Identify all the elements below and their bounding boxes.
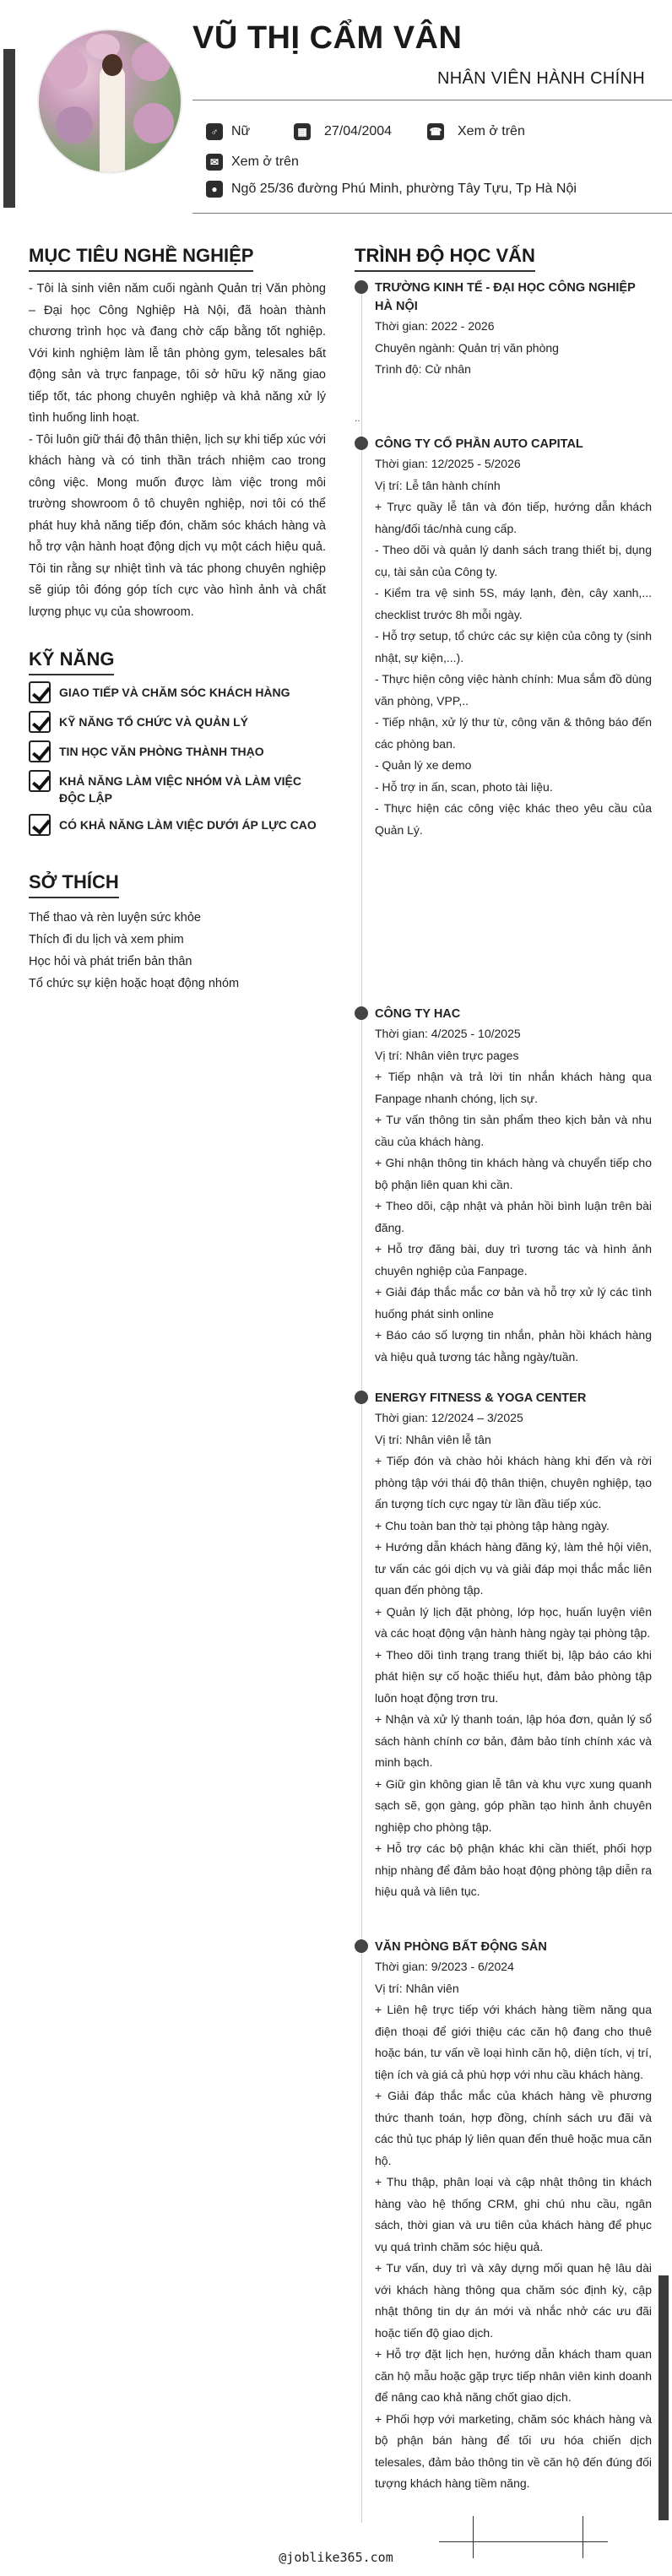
calendar-icon: ▦ bbox=[294, 123, 311, 140]
objective-section bbox=[29, 279, 326, 623]
objective-title: MỤC TIÊU NGHỀ NGHIỆP bbox=[29, 245, 253, 272]
address-info bbox=[206, 181, 577, 198]
company-name: CÔNG TY CỔ PHẦN AUTO CAPITAL bbox=[375, 437, 583, 451]
experience-bullet: + Tư vấn thông tin sản phẩm theo kịch bản và nhu cầu của khách hàng. bbox=[375, 1113, 652, 1148]
decorative-left-bar bbox=[3, 49, 15, 208]
experience-bullet: + Tiếp nhận và trả lời tin nhắn khách hàng qua Fanpage nhanh chóng, lịch sự. bbox=[375, 1070, 652, 1105]
experience-position: Vị trí: Nhân viên lễ tân bbox=[375, 1432, 491, 1446]
hobby-item: Học hỏi và phát triển bản thân bbox=[29, 955, 192, 968]
experience-time: Thời gian: 4/2025 - 10/2025 bbox=[375, 1027, 521, 1040]
decorative-right-bar bbox=[658, 2275, 669, 2520]
experience-bullet: + Hỗ trợ đăng bài, duy trì tương tác và hình ảnh chuyên nghiệp của Fanpage. bbox=[375, 1242, 652, 1277]
experience-bullet: + Hỗ trợ các bộ phận khác khi cần thiết, phối hợp nhịp nhàng để đảm bảo hoạt động phòng tập diễn ra hiệu quả và liên tục. bbox=[375, 1841, 652, 1898]
experience-bullet: + Giữ gìn không gian lễ tân và khu vực xung quanh sạch sẽ, gọn gàng, góp phần tạo hình ảnh chuyên nghiệp cho phòng tập. bbox=[375, 1776, 652, 1834]
birthday-value: 27/04/2004 bbox=[324, 124, 393, 138]
timeline-dot bbox=[355, 280, 368, 294]
experience-bullet: + Trực quầy lễ tân và đón tiếp, hướng dẫn khách hàng/đối tác/nhà cung cấp. bbox=[375, 500, 652, 535]
address-value: Ngõ 25/36 đường Phú Minh, phường Tây Tựu, Tp Hà Nội bbox=[231, 182, 577, 196]
education-entry bbox=[355, 279, 652, 381]
check-icon bbox=[29, 740, 51, 762]
footer-watermark: @joblike365.com bbox=[279, 2550, 393, 2565]
education-title: TRÌNH ĐỘ HỌC VẤN bbox=[355, 245, 535, 272]
experience-bullet: + Phối hợp với marketing, chăm sóc khách hàng và bộ phận bán hàng để tối ưu hóa chiến dịch telesales, đảm bảo thông tin về căn hộ đến đúng đối tượng khách hàng tiềm năng. bbox=[375, 2411, 652, 2490]
email-value: Xem ở trên bbox=[231, 155, 299, 169]
experience-bullet: + Giải đáp thắc mắc cơ bản và hỗ trợ xử lý các tình huống phát sinh online bbox=[375, 1285, 652, 1321]
school-name: TRƯỜNG KINH TẾ - ĐẠI HỌC CÔNG NGHIỆP HÀ NỘI bbox=[375, 281, 636, 313]
experience-bullet: + Tư vấn, duy trì và xây dựng mối quan hệ lâu dài với khách hàng thông qua chăm sóc định kỳ, cập nhật thông tin dự án mới và nhắc nhở các ưu đãi hoặc tiến độ giao dịch. bbox=[375, 2261, 652, 2340]
experience-bullet: + Theo dõi tình trạng trang thiết bị, lập báo cáo khi phát hiện sự cố hoặc thiếu hụt, đảm bảo phòng tập luôn hoạt động trơn tru. bbox=[375, 1647, 652, 1705]
experience-time: Thời gian: 12/2024 – 3/2025 bbox=[375, 1411, 523, 1424]
experience-entry bbox=[355, 1938, 652, 2495]
education-time: Thời gian: 2022 - 2026 bbox=[375, 319, 495, 333]
gender-value: Nữ bbox=[231, 124, 251, 138]
hobby-item: Thể thao và rèn luyện sức khỏe bbox=[29, 911, 201, 925]
experience-position: Vị trí: Nhân viên bbox=[375, 1981, 459, 1995]
experience-bullet: + Theo dõi, cập nhật và phản hồi bình luận trên bài đăng. bbox=[375, 1199, 652, 1234]
education-ellipsis: .. bbox=[355, 412, 360, 424]
skills-list bbox=[29, 684, 326, 846]
check-icon bbox=[29, 814, 51, 836]
check-icon bbox=[29, 681, 51, 703]
timeline-dot bbox=[355, 1006, 368, 1020]
email-icon: ✉ bbox=[206, 154, 223, 171]
company-name: CÔNG TY HAC bbox=[375, 1007, 461, 1021]
timeline-dot bbox=[355, 1939, 368, 1953]
objective-paragraph-2: - Tôi luôn giữ thái độ thân thiện, lịch sự khi tiếp xúc với khách hàng và có tinh thần trách nhiệm cao trong công việc. Mong muốn được làm việc trong môi trường showroom ô tô chuyên nghiệp, nơi tôi có thể phát huy khả năng tiếp đón, chăm sóc khách hàng và hỗ trợ vận hành hoạt động dịch vụ một cách hiệu quả. Tôi tin rằng sự nhiệt tình và tác phong chuyên nghiệp sẽ giúp tôi đóng góp tích cực vào hình ảnh và chất lượng phục vụ của showroom. bbox=[29, 432, 326, 619]
experience-position: Vị trí: Lễ tân hành chính bbox=[375, 478, 501, 492]
experience-bullet: + Báo cáo số lượng tin nhắn, phản hồi khách hàng và hiệu quả tương tác hằng ngày/tuần. bbox=[375, 1328, 652, 1364]
skill-item: GIAO TIẾP VÀ CHĂM SÓC KHÁCH HÀNG bbox=[29, 684, 326, 703]
experience-entry bbox=[355, 1389, 652, 1903]
experience-bullet: - Thực hiện công việc hành chính: Mua sắm đồ dùng văn phòng, VPP,.. bbox=[375, 672, 652, 708]
experience-bullet: - Quản lý xe demo bbox=[375, 758, 472, 772]
experience-time: Thời gian: 9/2023 - 6/2024 bbox=[375, 1960, 514, 1973]
hobbies-title: SỞ THÍCH bbox=[29, 871, 119, 898]
experience-entry bbox=[355, 435, 652, 841]
timeline-dot bbox=[355, 1391, 368, 1404]
experience-time: Thời gian: 12/2025 - 5/2026 bbox=[375, 457, 521, 470]
timeline-dot bbox=[355, 437, 368, 450]
gender-icon: ♂ bbox=[206, 123, 223, 140]
experience-bullet: + Giải đáp thắc mắc của khách hàng về phương thức thanh toán, hợp đồng, chính sách ưu đãi và các thủ tục pháp lý liên quan đến thuê hoặc mua căn hộ. bbox=[375, 2089, 652, 2167]
objective-paragraph-1: - Tôi là sinh viên năm cuối ngành Quản trị Văn phòng – Đại học Công Nghiệp Hà Nội, đã hoàn thành chương trình học và đang chờ cấp bằng tốt nghiệp. Với kinh nghiệm làm lễ tân phòng gym, telesales bất động sản và trực fanpage, tôi sở hữu kỹ năng giao tiếp tốt, tác phong chuyên nghiệp và khả năng xử lý tình huống linh hoạt. bbox=[29, 282, 326, 425]
hobby-item: Thích đi du lịch và xem phim bbox=[29, 933, 184, 946]
avatar bbox=[37, 29, 182, 174]
gender-info bbox=[206, 123, 250, 140]
phone-info bbox=[427, 123, 525, 140]
company-name: ENERGY FITNESS & YOGA CENTER bbox=[375, 1391, 587, 1405]
hobby-item: Tổ chức sự kiện hoặc hoạt động nhóm bbox=[29, 977, 240, 990]
skill-item: TIN HỌC VĂN PHÒNG THÀNH THẠO bbox=[29, 743, 326, 762]
experience-bullet: - Kiểm tra vệ sinh 5S, máy lạnh, đèn, cây xanh,... checklist trước 8h mỗi ngày. bbox=[375, 586, 652, 621]
experience-bullet: + Hướng dẫn khách hàng đăng ký, làm thẻ hội viên, tư vấn các gói dịch vụ và giải đáp mọi thắc mắc liên quan đến phòng tập. bbox=[375, 1540, 652, 1597]
company-name: VĂN PHÒNG BẤT ĐỘNG SẢN bbox=[375, 1940, 547, 1954]
experience-bullet: - Tiếp nhận, xử lý thư từ, công văn & thông báo đến các phòng ban. bbox=[375, 715, 652, 751]
email-info bbox=[206, 154, 299, 171]
experience-bullet: + Chu toàn ban thờ tại phòng tập hàng ngày. bbox=[375, 1518, 610, 1532]
experience-position: Vị trí: Nhân viên trực pages bbox=[375, 1048, 519, 1062]
check-icon bbox=[29, 711, 51, 733]
skill-item: KỸ NĂNG TỔ CHỨC VÀ QUẢN LÝ bbox=[29, 713, 326, 733]
skill-item: KHẢ NĂNG LÀM VIỆC NHÓM VÀ LÀM VIỆC ĐỘC LẬP bbox=[29, 773, 326, 806]
experience-bullet: - Hỗ trợ in ấn, scan, photo tài liệu. bbox=[375, 779, 553, 794]
phone-value: Xem ở trên bbox=[458, 124, 525, 138]
skill-item: CÓ KHẢ NĂNG LÀM VIỆC DƯỚI ÁP LỰC CAO bbox=[29, 816, 326, 836]
experience-bullet: + Tiếp đón và chào hỏi khách hàng khi đến và rời phòng tập với thái độ thân thiện, chuyên nghiệp, tạo ấn tượng tích cực ngay từ lần đầu tiếp xúc. bbox=[375, 1454, 652, 1510]
location-icon: ● bbox=[206, 181, 223, 198]
header-divider-bottom bbox=[192, 213, 672, 214]
experience-bullet: + Ghi nhận thông tin khách hàng và chuyển tiếp cho bộ phận liên quan khi cần. bbox=[375, 1156, 652, 1191]
education-major: Chuyên ngành: Quản trị văn phòng bbox=[375, 340, 559, 355]
experience-bullet: + Liên hệ trực tiếp với khách hàng tiềm năng qua điện thoại để giới thiệu các căn hộ đang cho thuê hoặc bán, tư vấn về loại hình căn hộ, diện tích, vị trí, tiện ích và giá cả phù hợp với nhu cầu khách hàng. bbox=[375, 2003, 652, 2081]
experience-bullet: - Theo dõi và quản lý danh sách trang thiết bị, dụng cụ, tài sản của Công ty. bbox=[375, 543, 652, 578]
skills-title: KỸ NĂNG bbox=[29, 648, 114, 675]
job-title: NHÂN VIÊN HÀNH CHÍNH bbox=[436, 69, 645, 88]
experience-bullet: - Thực hiện các công việc khác theo yêu cầu của Quản Lý. bbox=[375, 801, 652, 837]
birthday-info bbox=[294, 123, 392, 140]
hobbies-list bbox=[29, 907, 326, 995]
experience-bullet: + Nhận và xử lý thanh toán, lập hóa đơn, quản lý sổ sách hành chính cơ bản, đảm bảo tính chính xác và minh bạch. bbox=[375, 1712, 652, 1769]
candidate-name: VŨ THỊ CẨM VÂN bbox=[192, 20, 463, 56]
experience-bullet: + Thu thập, phân loại và cập nhật thông tin khách hàng vào hệ thống CRM, ghi chú nhu cầu, ngân sách, thời gian và ưu tiên của khách hàng để phục vụ quá trình chăm sóc hiệu quả. bbox=[375, 2175, 652, 2253]
check-icon bbox=[29, 770, 51, 792]
experience-bullet: + Quản lý lịch đặt phòng, lớp học, huấn luyện viên và các hoạt động vận hành hàng ngày tại phòng tập. bbox=[375, 1604, 652, 1640]
phone-icon: ☎ bbox=[427, 123, 444, 140]
experience-entry bbox=[355, 1005, 652, 1368]
experience-bullet: + Hỗ trợ đặt lịch hẹn, hướng dẫn khách tham quan căn hộ mẫu hoặc gặp trực tiếp nhân viên kinh doanh để nâng cao khả năng chốt giao dịch. bbox=[375, 2347, 652, 2404]
experience-bullet: - Hỗ trợ setup, tổ chức các sự kiện của công ty (sinh nhật, sự kiện,...). bbox=[375, 629, 652, 664]
education-level: Trình độ: Cử nhân bbox=[375, 362, 471, 376]
